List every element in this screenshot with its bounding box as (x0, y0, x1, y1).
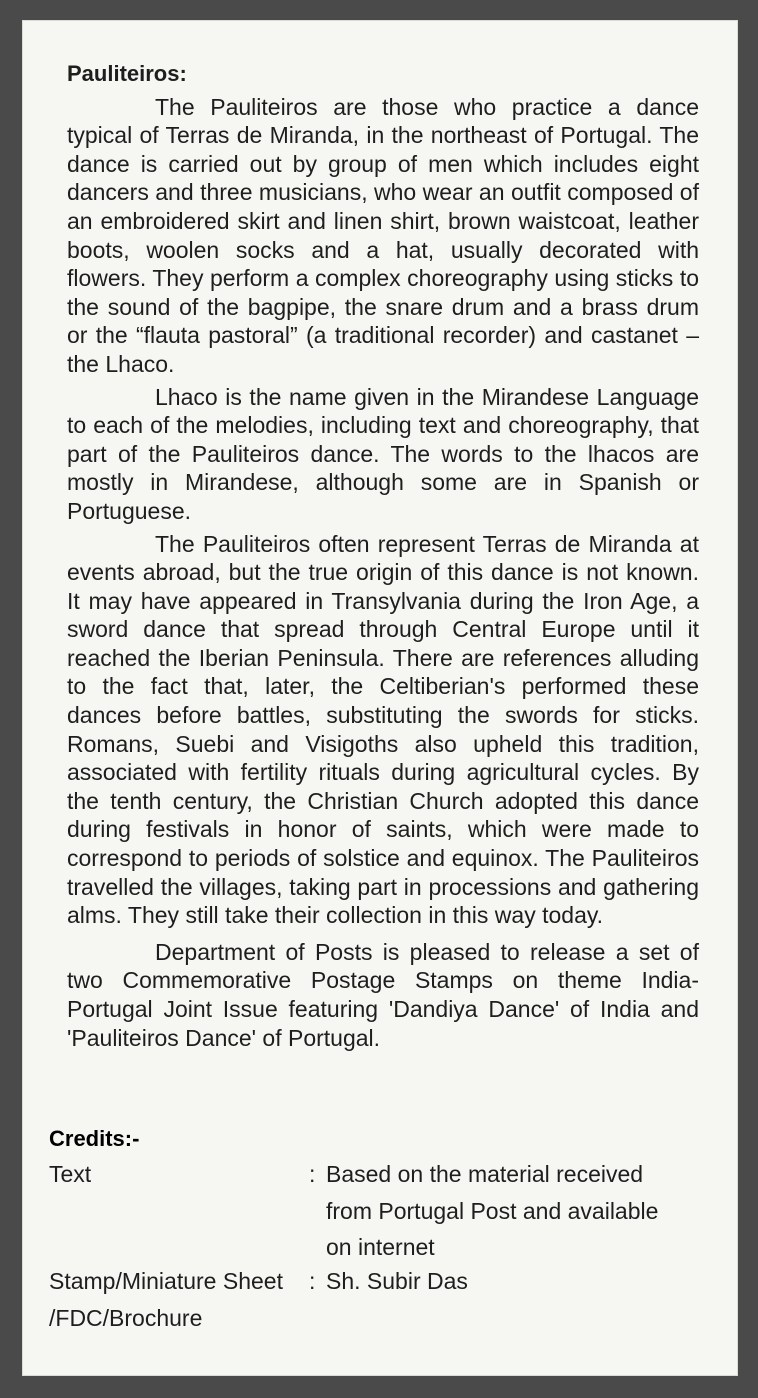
credit-colon: : (309, 1161, 316, 1187)
section-title: Pauliteiros: (67, 61, 187, 86)
credit-label: Text (49, 1161, 92, 1187)
article-body (67, 60, 699, 1056)
credit-label: Stamp/Miniature Sheet /FDC/Brochure (49, 1268, 283, 1331)
credits-heading: Credits:- (49, 1126, 140, 1151)
credit-row-designer (49, 1263, 689, 1337)
credit-value: Based on the material received from Portugal Post and available on internet (326, 1161, 659, 1260)
paragraph-lhaco: Lhaco is the name given in the Mirandese Language to each of the melodies, including text and choreography, that part of the Pauliteiros dance. The words to the lhacos are mostly in Mirandese, although some are in Spanish or Portuguese. (67, 383, 699, 524)
credit-row-text (49, 1156, 689, 1266)
credit-colon: : (309, 1268, 316, 1294)
paragraph-origin: The Pauliteiros often represent Terras de Miranda at events abroad, but the true origin of this dance is not known. It may have appeared in Transylvania during the Iron Age, a sword dance that spread through Central Europe until it reached the Iberian Peninsula. There are references alluding to the fact that, later, the Celtiberian's performed these dances before battles, substituting the swords for sticks. Romans, Suebi and Visigoths also upheld this tradition, associated with fertility rituals during agricultural cycles. By the tenth century, the Christian Church adopted this dance during festivals in honor of saints, which were made to correspond to periods of solstice and equinox. The Pauliteiros travelled the villages, taking part in processions and gathering alms. They still take their collection in this way today. (67, 530, 699, 929)
paragraph-pauliteiros-intro: The Pauliteiros are those who practice a dance typical of Terras de Miranda, in the northeast of Portugal. The dance is carried out by group of men which includes eight dancers and three musicians, who wear an outfit composed of an embroidered skirt and linen shirt, brown waistcoat, leather boots, woolen socks and a hat, usually decorated with flowers. They perform a complex choreography using sticks to the sound of the bagpipe, the snare drum and a brass drum or the “flauta pastoral” (a traditional recorder) and castanet – the Lhaco. (67, 93, 699, 377)
credit-value: Sh. Subir Das (326, 1268, 468, 1294)
paragraph-release-notice: Department of Posts is pleased to release a set of two Commemorative Postage Stamps on theme India-Portugal Joint Issue featuring 'Dandiya Dance' of India and 'Pauliteiros Dance' of Portugal. (67, 938, 699, 1051)
